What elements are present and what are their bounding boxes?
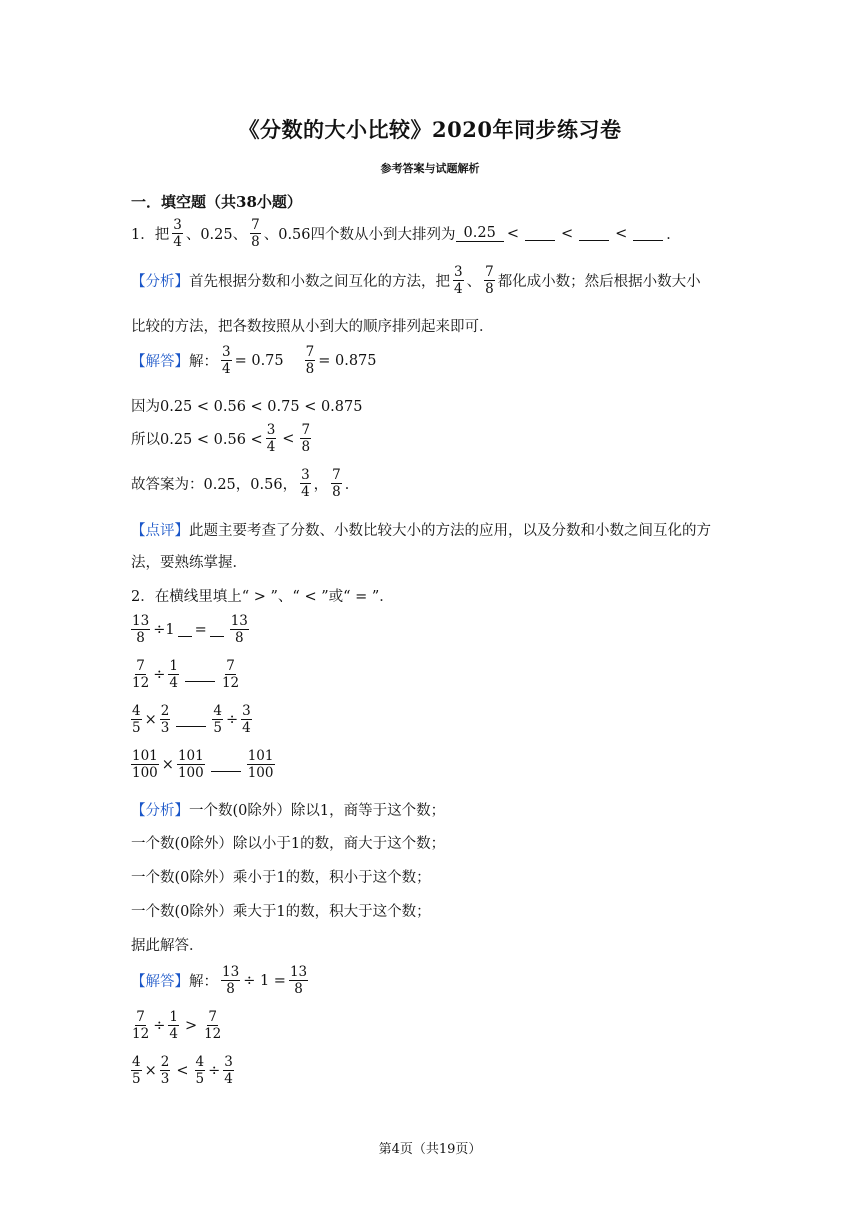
answer-blank [176, 712, 206, 727]
q2-solution-row1: 【解答】 解： $\frac{13}{8}$ ÷ 1 = $\frac{13}{8}$ [131, 964, 308, 998]
fraction: $\frac{7}{12}$ [132, 658, 150, 692]
q2-row4: $\frac{101}{100}$ × $\frac{101}{100}$ $\frac{101}{100}$ [132, 748, 274, 782]
fraction: $\frac{4}{5}$ [132, 703, 141, 737]
fraction: $\frac{3}{4}$ [222, 344, 231, 378]
fraction: $\frac{13}{8}$ [230, 613, 248, 647]
fraction: $\frac{7}{12}$ [132, 1009, 150, 1043]
q1-solution: 【解答】 解： $\frac{3}{4}$ = 0.75 $\frac{7}{8}$ = 0.875 [131, 344, 377, 378]
q1-because: 因为0.25 < 0.56 < 0.75 < 0.875 [131, 399, 363, 415]
q2-analysis-line4: 一个数(0除外）乘大于1的数，积大于这个数； [131, 904, 431, 920]
fraction: $\frac{13}{8}$ [132, 613, 150, 647]
answer-blank [185, 667, 215, 682]
fraction: $\frac{101}{100}$ [132, 748, 158, 782]
q2-solution-row2: $\frac{7}{12}$ ÷ $\frac{1}{4}$ > $\frac{7}{12}$ [132, 1009, 222, 1043]
q2-analysis-line3: 一个数(0除外）乘小于1的数，积小于这个数； [131, 870, 431, 886]
fraction: $\frac{4}{5}$ [132, 1054, 141, 1088]
fraction: $\frac{13}{8}$ [289, 964, 308, 998]
answer-blank: 0.25 [456, 225, 504, 242]
q2-row2: $\frac{7}{12}$ ÷ $\frac{1}{4}$ $\frac{7}{12}$ [132, 658, 240, 692]
answer-blank [178, 622, 192, 637]
q2-analysis-line2: 一个数(0除外）除以小于1的数，商大于这个数； [131, 836, 446, 852]
fraction: $\frac{101}{100}$ [247, 748, 274, 782]
fraction: $\frac{101}{100}$ [177, 748, 204, 782]
q2-row1: $\frac{13}{8}$ ÷1 = $\frac{13}{8}$ [132, 613, 248, 647]
q2-analysis-line5: 据此解答． [131, 938, 204, 954]
page-title: 《分数的大小比较》2020年同步练习卷 [238, 117, 622, 142]
fraction: $\frac{1}{4}$ [169, 658, 178, 692]
fraction: $\frac{7}{8}$ [301, 422, 311, 456]
answer-blank [633, 226, 663, 241]
fraction: $\frac{1}{4}$ [169, 1009, 178, 1043]
fraction: $\frac{3}{4}$ [224, 1054, 233, 1088]
q2-solution-row3: $\frac{4}{5}$ × $\frac{2}{3}$ < $\frac{4}{5}$ ÷ $\frac{3}{4}$ [132, 1054, 233, 1088]
q1-review-line2: 法，要熟练掌握． [131, 555, 247, 571]
page-subtitle: 参考答案与试题解析 [380, 162, 480, 175]
fraction: $\frac{2}{3}$ [160, 703, 170, 737]
fraction: $\frac{3}{4}$ [173, 217, 182, 251]
fraction: $\frac{4}{5}$ [195, 1054, 205, 1088]
fraction: $\frac{7}{8}$ [305, 344, 315, 378]
fraction: $\frac{7}{12}$ [204, 1009, 222, 1043]
fraction: $\frac{3}{4}$ [242, 703, 251, 737]
analysis-tag: 【分析】 [131, 274, 189, 291]
answer-blank [579, 226, 609, 241]
q1-review-line1: 【点评】 此题主要考查了分数、小数比较大小的方法的应用，以及分数和小数之间互化的方 [131, 519, 711, 540]
fraction: $\frac{4}{5}$ [213, 703, 222, 737]
answer-blank [210, 622, 224, 637]
fraction: $\frac{3}{4}$ [266, 422, 276, 456]
review-tag: 【点评】 [131, 523, 189, 539]
page-footer: 第4页（共19页） [378, 1142, 482, 1157]
q1-analysis-line2: 比较的方法，把各数按照从小到大的顺序排列起来即可． [131, 319, 494, 335]
q1-answer: 故答案为：0.25，0.56， $\frac{3}{4}$ ， $\frac{7}{8}$ ． [131, 467, 360, 501]
fraction: $\frac{2}{3}$ [160, 1054, 170, 1088]
q2-row3: $\frac{4}{5}$ × $\frac{2}{3}$ $\frac{4}{5}$ ÷ $\frac{3}{4}$ [132, 703, 251, 737]
solution-tag: 【解答】 [131, 354, 189, 371]
section-heading: 一．填空题（共38小题） [131, 193, 302, 211]
q1-so: 所以0.25 < 0.56 < $\frac{3}{4}$ < $\frac{7}{8}$ [131, 422, 311, 456]
answer-blank [211, 757, 241, 772]
answer-blank [525, 226, 555, 241]
q1-stem: 1．把 $\frac{3}{4}$ 、0.25、 $\frac{7}{8}$ 、0.56四个数从小到大排列为 0.25 < < < ． [131, 217, 681, 251]
fraction: $\frac{7}{8}$ [251, 217, 260, 251]
q2-stem: 2．在横线里填上“ > ”、“ < ”或“ = ”． [131, 589, 394, 605]
analysis-tag: 【分析】 [131, 803, 189, 819]
fraction: $\frac{7}{12}$ [221, 658, 240, 692]
fraction: $\frac{13}{8}$ [222, 964, 240, 998]
fraction: $\frac{7}{8}$ [485, 264, 494, 298]
solution-tag: 【解答】 [131, 974, 189, 991]
fraction: $\frac{3}{4}$ [301, 467, 310, 501]
q1-analysis-line1: 【分析】 首先根据分数和小数之间互化的方法，把 $\frac{3}{4}$ 、 $\frac{7}{8}$ 都化成小数；然后根据小数大小 [131, 264, 701, 298]
fraction: $\frac{3}{4}$ [454, 264, 463, 298]
fraction: $\frac{7}{8}$ [332, 467, 341, 501]
q2-analysis-line1: 【分析】 一个数(0除外）除以1，商等于这个数； [131, 799, 445, 820]
